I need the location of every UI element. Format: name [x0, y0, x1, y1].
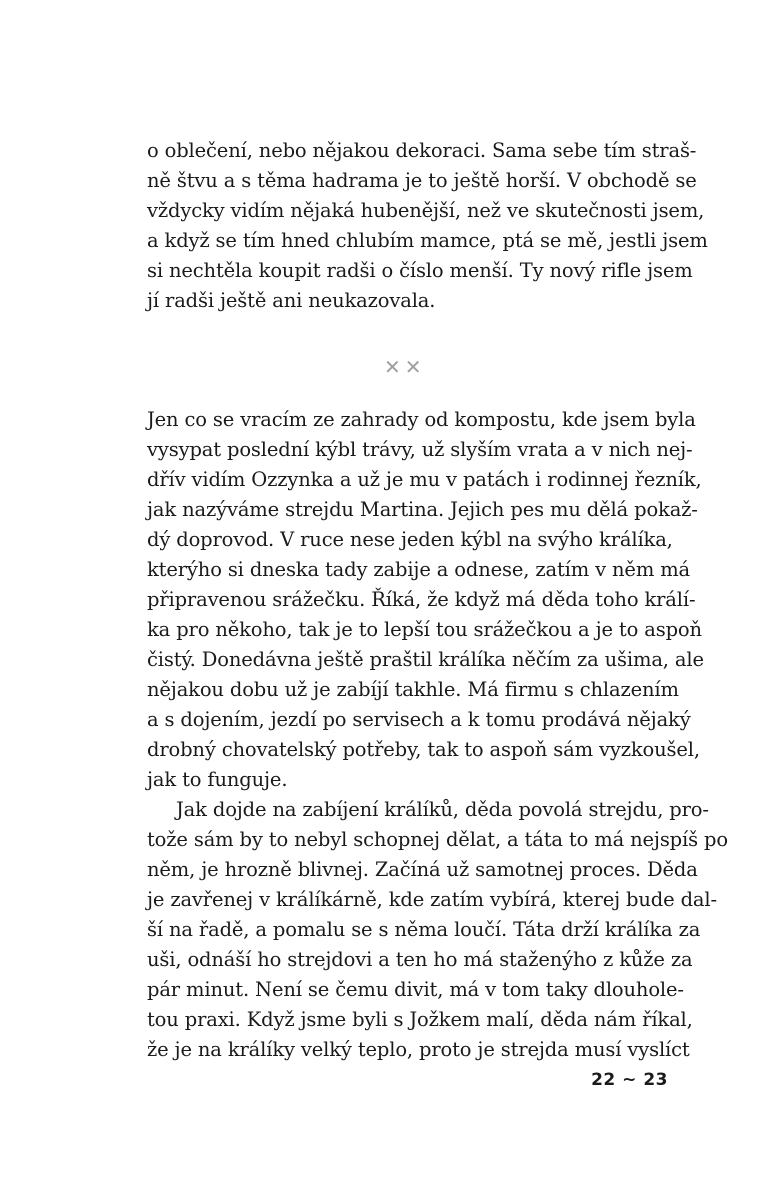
text-line: čistý. Donedávna ještě praštil králíka něčím za ušima, ale	[147, 648, 704, 671]
text-line: ka pro někoho, tak je to lepší tou srážečkou a je to aspoň	[147, 618, 702, 641]
page-number: 22 ~ 23	[591, 1070, 668, 1090]
text-line: a s dojením, jezdí po servisech a k tomu prodává nějaký	[147, 708, 691, 731]
text-line: drobný chovatelský potřeby, tak to aspoň sám vyzkoušel,	[147, 738, 700, 761]
text-line: kterýho si dneska tady zabije a odnese, zatím v něm má	[147, 558, 691, 581]
text-line: uši, odnáší ho strejdovi a ten ho má staženýho z kůže za	[147, 948, 693, 971]
text-line: Jen co se vracím ze zahrady od kompostu, kde jsem byla	[147, 408, 696, 431]
section-separator-icon: ✕✕	[384, 355, 426, 379]
text-line: ně štvu a s těma hadrama je to ještě horší. V obchodě se	[147, 169, 697, 192]
text-line: vždycky vidím nějaká hubenější, než ve skutečnosti jsem,	[147, 199, 705, 222]
text-line: Jak dojde na zabíjení králíků, děda povolá strejdu, pro-	[176, 798, 709, 821]
text-line: a když se tím hned chlubím mamce, ptá se mě, jestli jsem	[147, 229, 708, 252]
text-line: o oblečení, nebo nějakou dekoraci. Sama sebe tím straš-	[147, 139, 697, 162]
text-line: jí radši ještě ani neukazovala.	[147, 289, 436, 312]
text-line: je zavřenej v králíkárně, kde zatím vybírá, kterej bude dal-	[147, 888, 717, 911]
text-line: tože sám by to nebyl schopnej dělat, a táta to má nejspíš po	[147, 828, 728, 851]
text-line: připravenou srážečku. Říká, že když má děda toho králí-	[147, 588, 696, 611]
text-line: dřív vidím Ozzynka a už je mu v patách i rodinnej řezník,	[147, 468, 702, 491]
text-line: si nechtěla koupit radši o číslo menší. Ty nový rifle jsem	[147, 259, 693, 282]
text-line: pár minut. Není se čemu divit, má v tom taky dlouhole-	[147, 978, 684, 1001]
text-line: jak nazýváme strejdu Martina. Jejich pes mu dělá pokaž-	[147, 498, 698, 521]
text-line: dý doprovod. V ruce nese jeden kýbl na svýho králíka,	[147, 528, 673, 551]
text-line: ší na řadě, a pomalu se s něma loučí. Táta drží králíka za	[147, 918, 701, 941]
text-line: něm, je hrozně blivnej. Začíná už samotnej proces. Děda	[147, 858, 698, 881]
text-line: tou praxi. Když jsme byli s Jožkem malí, děda nám říkal,	[147, 1008, 693, 1031]
text-line: jak to funguje.	[147, 768, 288, 791]
text-line: že je na králíky velký teplo, proto je strejda musí vyslíct	[147, 1038, 690, 1061]
text-line: vysypat poslední kýbl trávy, už slyším vrata a v nich nej-	[147, 438, 693, 461]
text-line: nějakou dobu už je zabíjí takhle. Má firmu s chlazením	[147, 678, 679, 701]
